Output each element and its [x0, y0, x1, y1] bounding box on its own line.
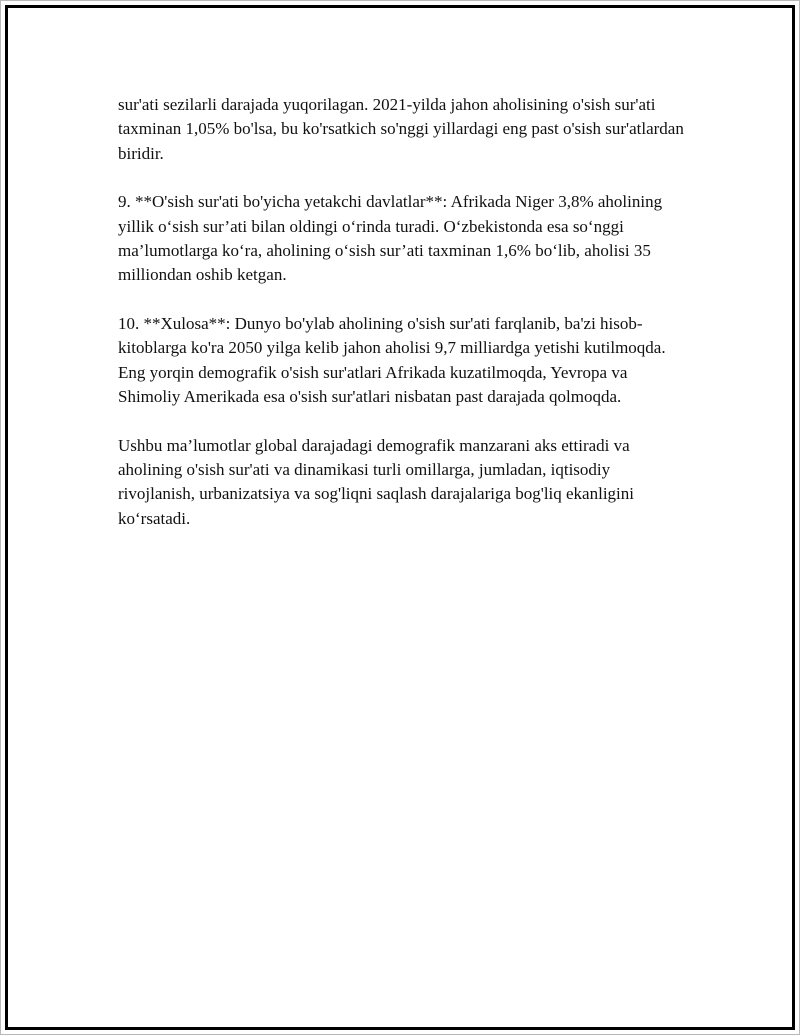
- paragraph-growth-rate-summary: sur'ati sezilarli darajada yuqorilagan. 2021-yilda jahon aholisining o'sish sur'ati taxminan 1,05% bo'lsa, bu ko'rsatkich so'nggi yillardagi eng past o'sish sur'atlardan biridir.: [118, 95, 684, 163]
- document-body: [118, 93, 688, 531]
- paragraph-final-summary: Ushbu ma’lumotlar global darajadagi demografik manzarani aks ettiradi va aholining o'sish sur'ati va dinamikasi turli omillarga, jumladan, iqtisodiy rivojlanish, urbanizatsiya va sog'liqni saqlash darajalariga bog'liq ekanligini ko‘rsatadi.: [118, 435, 634, 528]
- paragraph-leading-countries: 9. **O'sish sur'ati bo'yicha yetakchi davlatlar**: Afrikada Niger 3,8% aholining yillik o‘sish sur’ati bilan oldingi o‘rinda turadi. O‘zbekistonda esa so‘nggi ma’lumotlarga ko‘ra, aholining o‘sish sur’ati taxminan 1,6% bo‘lib, aholisi 35 milliondan oshib ketgan.: [118, 192, 663, 285]
- paragraph-conclusion: 10. **Xulosa**: Dunyo bo'ylab aholining o'sish sur'ati farqlanib, ba'zi hisob-kitoblarga ko'ra 2050 yilga kelib jahon aholisi 9,7 milliardga yetishi kutilmoqda. Eng yorqin demografik o'sish sur'atlari Afrikada kuzatilmoqda, Yevropa va Shimoliy Amerikada esa o'sish sur'atlari nisbatan past darajada qolmoqda.: [118, 314, 666, 406]
